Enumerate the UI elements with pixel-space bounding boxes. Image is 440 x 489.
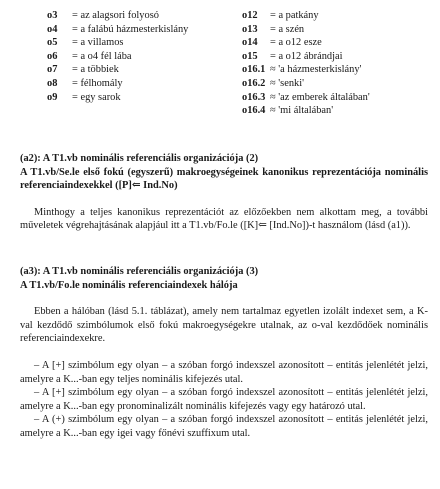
definition-value: ≈ 'a házmesterkislány' [270,64,362,76]
definition-row [47,50,237,64]
section-a3-intro: Ebben a hálóban (lásd 5.1. táblázat), amely nem tartalmaz egyetlen izolált indexet sem, a K-val kezdődő szimbólumok első fokú makroegységekre utalnak, az o-val kezdődőek nominális referenciaindexekre. [20,306,428,345]
definition-key: o16.2 [242,77,266,89]
definition-value: = a o4 fél lába [72,50,132,62]
definition-key: o14 [242,37,258,49]
definition-key: o16.1 [242,64,266,76]
definition-row [47,9,237,23]
definitions-right [242,9,432,118]
definition-key: o12 [242,10,258,21]
list-item: – A [+] szimbólum egy olyan – a szóban forgó indexszel azonosított – entitás jelenlétét jelzi, amelyre a K...-ban egy pronominalizált nominális kifejezés vagy egy határozó utal. [20,387,428,412]
definition-row [47,91,237,105]
section-a2-subheading: A T1.vb/Se.le első fokú (egyszerű) makroegységeinek kanonikus reprezentációja nominális referenciaindexekkel ([P]⇐ Ind.No) [20,166,428,192]
definition-value: = a falábú házmesterkislány [72,23,189,35]
section-a2 [20,152,428,233]
definition-key: o8 [47,77,58,89]
list-item: – A (+) szimbólum egy olyan – a szóban forgó indexszel azonosított – entitás jelenlétét jelzi, amelyre a K...-ban egy igei vagy főnévi szuffixum utal. [20,414,428,439]
definition-value: = a villamos [72,37,124,49]
definition-key: o16.3 [242,91,266,103]
definition-key: o15 [242,50,258,62]
definition-value: = egy sarok [72,91,121,103]
definition-key: o5 [47,37,58,49]
definition-value: = a szén [270,23,305,35]
definition-key: o16.4 [242,105,266,117]
definition-row [242,50,432,64]
definition-row [242,91,432,105]
definition-value: = a o12 ábrándjai [270,50,343,62]
definition-value: ≈ 'az emberek általában' [270,91,370,103]
list-item: – A [+] szimbólum egy olyan – a szóban forgó indexszel azonosított – entitás jelenlétét jelzi, amelyre a K...-ban egy teljes nominális kifejezés utal. [20,359,428,385]
definitions-left [47,9,237,104]
definition-row [47,23,237,37]
section-a3-heading: (a3): A T1.vb nominális referenciális organizációja (3) [20,266,259,277]
definition-value: = a többiek [72,64,119,76]
section-a2-heading: (a2): A T1.vb nominális referenciális organizációja (2) [20,153,259,164]
definition-value: = a patkány [270,10,319,21]
definition-row [47,63,237,77]
definition-row [242,23,432,37]
definition-row [47,36,237,50]
definition-value: ≈ 'mi általában' [270,105,334,117]
definition-row [47,77,237,91]
definition-key: o13 [242,23,258,35]
section-a3-subheading: A T1.vb/Fo.le nominális referenciaindexek hálója [20,279,238,291]
definition-key: o3 [47,10,58,21]
definition-row [242,77,432,91]
definition-key: o9 [47,91,58,103]
definition-row [242,63,432,77]
definition-value: = a o12 esze [270,37,322,49]
section-a3 [20,265,428,441]
definition-value: = félhomály [72,77,123,89]
definition-row [242,36,432,50]
definition-row [242,9,432,23]
definition-value: = az alagsori folyosó [72,10,159,21]
definition-key: o6 [47,50,58,62]
definition-value: ≈ 'senki' [270,77,304,89]
definition-row [242,104,432,118]
definition-key: o4 [47,23,58,35]
section-a2-body: Minthogy a teljes kanonikus reprezentációt az előzőekben nem alkottam meg, a további műveletek végrehajtásának alapjául itt a T1.vb/Fo.le ([K]⇐ [Ind.No])-t használom (lásd (a1)). [20,206,428,232]
definition-key: o7 [47,64,58,76]
